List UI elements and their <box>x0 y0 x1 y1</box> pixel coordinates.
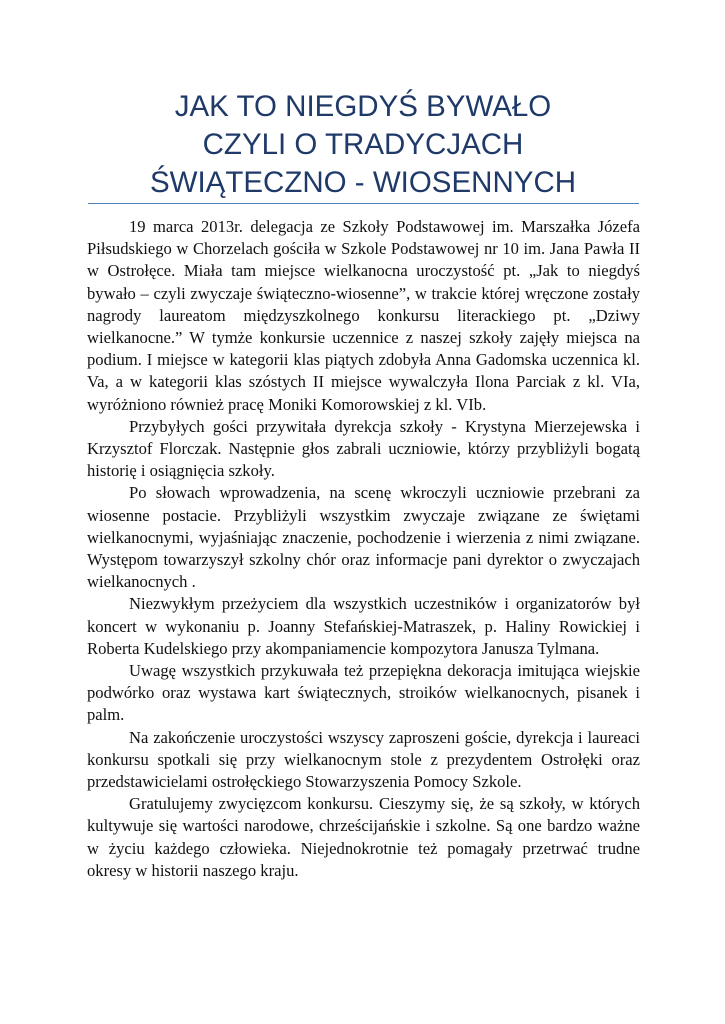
paragraph-congratulations: Gratulujemy zwycięzcom konkursu. Cieszymy się, że są szkoły, w których kultywuje się wartości narodowe, chrześcijańskie i szkolne. Są one bardzo ważne w życiu każdego człowieka. Niejednokrotnie też pomagały przetrwać trudne okresy w historii naszego kraju. <box>87 794 640 880</box>
paragraph-closing: Na zakończenie uroczystości wszyscy zaproszeni goście, dyrekcja i laureaci konkursu spotkali się przy wielkanocnym stole z prezydentem Ostrołęki oraz przedstawicielami ostrołęckiego Stowarzyszenia Pomocy Szkole. <box>87 727 640 792</box>
title-divider <box>88 203 639 204</box>
paragraph-delegation: 19 marca 2013r. delegacja ze Szkoły Podstawowej im. Marszałka Józefa Piłsudskiego w Chorzelach gościła w Szkole Podstawowej nr 10 im. Jana Pawła II w Ostrołęce. Miała tam miejsce wielkanocna uroczystość pt. „Jak to niegdyś bywało – czyli zwyczaje świąteczno-wiosenne”, w trakcie której wręczone zostały nagrody laureatom międzyszkolnego konkursu literackiego pt. „Dziwy wielkanocne.” W tymże konkursie uczennice z naszej szkoły zajęły miejsca na podium. I miejsce w kategorii klas piątych zdobyła Anna Gadomska uczennica kl. Va, a w kategorii klas szóstych II miejsce wywalczyła Ilona Parciak z kl. VIa, wyróżniono również pracę Moniki Komorowskiej z kl. VIb. <box>87 217 640 414</box>
paragraph-welcome: Przybyłych gości przywitała dyrekcja szkoły - Krystyna Mierzejewska i Krzysztof Florczak. Następnie głos zabrali uczniowie, którzy przybliżyli bogatą historię i osiągnięcia szkoły. <box>87 416 640 481</box>
paragraph-concert: Niezwykłym przeżyciem dla wszystkich uczestników i organizatorów był koncert w wykonaniu p. Joanny Stefańskiej-Matraszek, p. Haliny Rowickiej i Roberta Kudelskiego przy akompaniamencie kompozytora Janusza Tylmana. <box>87 594 640 658</box>
title-line-3: ŚWIĄTECZNO - WIOSENNYCH <box>149 166 577 199</box>
title-line-2: CZYLI O TRADYCJACH <box>202 128 524 161</box>
paragraph-performance: Po słowach wprowadzenia, na scenę wkroczyli uczniowie przebrani za wiosenne postacie. Przybliżyli wszystkim zwyczaje związane ze świętami wielkanocnymi, wyjaśniając znaczenie, pochodzenie i wierzenia z nimi związane. Występom towarzyszył szkolny chór oraz informacje pani dyrektor o zwyczajach wielkanocnych . <box>87 483 640 592</box>
title-line-1: JAK TO NIEGDYŚ BYWAŁO <box>174 90 552 123</box>
paragraph-decoration: Uwagę wszystkich przykuwała też przepiękna dekoracja imitująca wiejskie podwórko oraz wystawa kart świątecznych, stroików wielkanocnych, pisanek i palm. <box>87 661 640 725</box>
document-title <box>88 88 638 202</box>
article-body <box>87 216 640 882</box>
